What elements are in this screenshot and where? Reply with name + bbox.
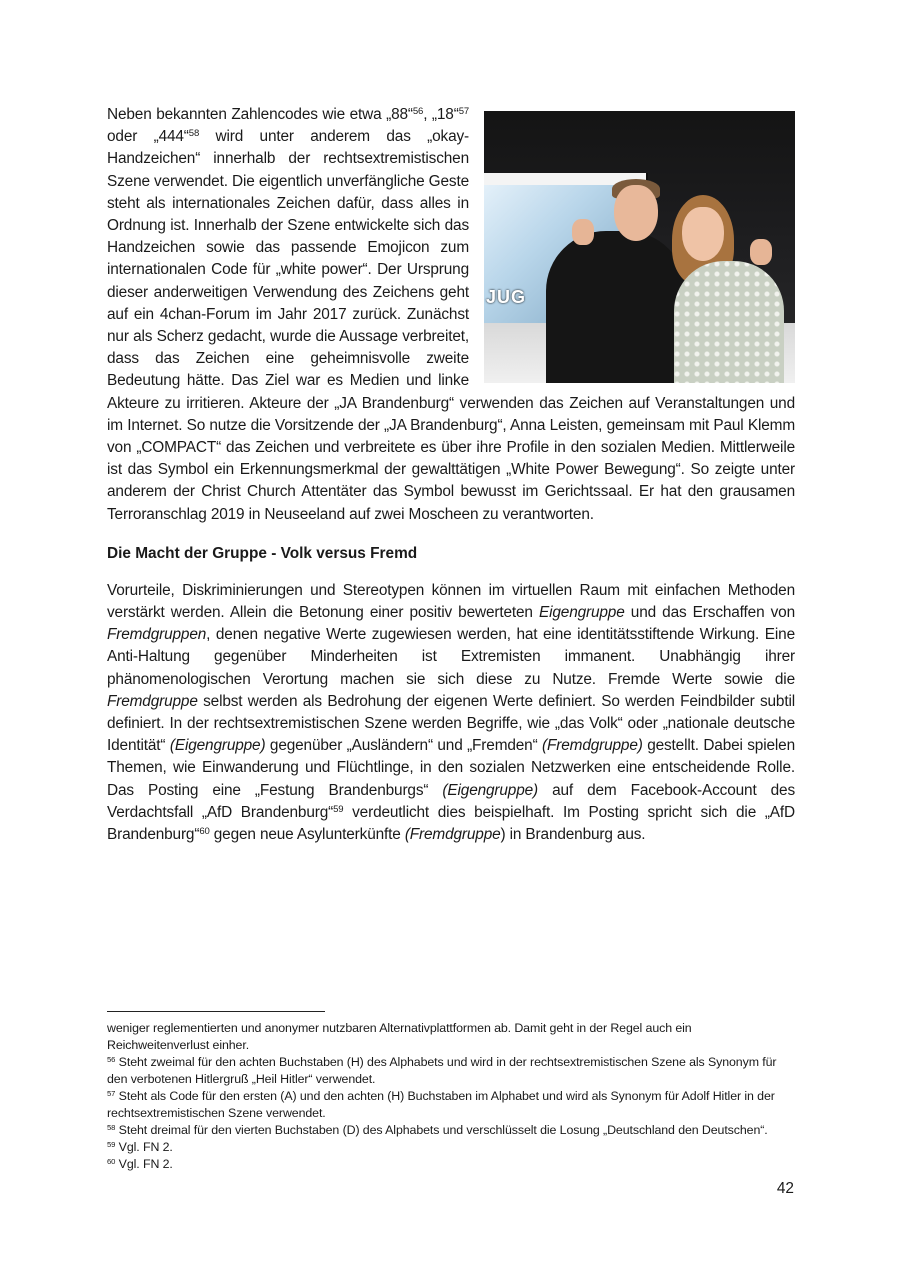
footnote-number: 56	[107, 1054, 116, 1064]
text: gegen neue Asylunterkünfte	[209, 826, 405, 844]
page-number: 42	[776, 1180, 794, 1197]
term-fremdgruppe: (Fremdgruppe)	[542, 737, 643, 755]
paragraph-group-dynamics	[107, 580, 795, 846]
photo-woman-figure	[674, 261, 784, 383]
text: ) in Brandenburg aus.	[500, 826, 646, 844]
term-fremdgruppen: Fremdgruppen	[107, 626, 207, 644]
footnote-number: 60	[107, 1156, 116, 1166]
footnote-ref-58[interactable]: 58	[188, 127, 200, 139]
footnote-59	[107, 1139, 795, 1156]
text: oder „444“	[107, 128, 189, 146]
text: selbst werden als Bedrohung der eigenen Werte definiert. So werden Feindbilder subtil definiert. In der rechtsextremistischen Szene werden Begriffe, wie „das Volk“ oder „nationale deutsche Identität“	[107, 692, 795, 755]
photo-woman-head	[682, 207, 724, 261]
footnote-60	[107, 1156, 795, 1173]
footnote-ref-56[interactable]: 56	[412, 105, 424, 117]
footnote-56	[107, 1054, 795, 1088]
text: , „18“	[423, 106, 459, 123]
text: Neben bekannten Zahlencodes wie etwa „88“	[107, 106, 413, 123]
term-eigengruppe: (Eigengruppe)	[169, 737, 266, 755]
term-fremdgruppe: (Fremdgruppe	[404, 826, 501, 844]
footnote-text: Steht dreimal für den vierten Buchstaben (D) des Alphabets und verschlüsselt die Losung „Deutschland den Deutschen“.	[115, 1123, 768, 1137]
photo-hand-gesture-right	[750, 239, 772, 265]
footnote-58	[107, 1122, 795, 1139]
text: , denen negative Werte zugewiesen werden, hat eine identitätsstiftende Wirkung. Eine Anti-Haltung gegenüber Minderheiten ist Extremisten immanent. Unabhängig ihrer phänomenologischen Verortung machen sie sich diese zu Nutze. Fremde Werte sowie die	[107, 626, 795, 688]
text: und das Erschaffen von	[624, 604, 795, 622]
text: verdeutlicht dies beispielhaft. Im Posting spricht sich die „AfD Brandenburg“	[107, 803, 796, 844]
footnote-divider	[107, 1011, 325, 1012]
text: Vorurteile, Diskriminierungen und Stereotypen können im virtuellen Raum mit einfachen Methoden verstärkt werden. Allein die Betonung einer positiv bewerteten	[107, 581, 795, 622]
text: gegenüber „Ausländern“ und „Fremden“	[265, 737, 543, 755]
footnote-number: 58	[107, 1122, 116, 1132]
footnote-number: 59	[107, 1139, 116, 1149]
footnote-continuation: weniger reglementierten und anonymer nutzbaren Alternativplattformen ab. Damit geht in der Regel auch ein Reichweitenverlust einher.	[107, 1021, 692, 1052]
photo-man-figure	[546, 231, 686, 383]
footnote-text: Vgl. FN 2.	[115, 1157, 173, 1171]
footnote-text: Steht als Code für den ersten (A) und den achten (H) Buchstaben im Alphabet und wird als Synonym für Adolf Hitler in der rechtsextremistischen Szene verwendet.	[107, 1089, 775, 1120]
term-eigengruppe: (Eigengruppe)	[442, 781, 539, 799]
footnote-ref-57[interactable]: 57	[458, 105, 469, 117]
text: wird unter anderem das „okay-Handzeichen“ innerhalb der rechtsextremistischen Szene verwendet. Die eigentlich unverfängliche Geste steht als internationales Zeichen dafür, dass alles in Ordnung ist. Innerhalb der Szene entwickelte sich das Handzeichen sowie das passende Emojicon zum internationalen Code für „white power“. Der Ursprung dieser anderweitigen Verwendung des Zeichens geht auf ein 4chan-Forum im Jahr 2017 zurück. Zunächst nur als Scherz gedacht, wurde die Aussage verbreitet, dass das Zeichen eine geheimnisvolle zweite Bedeutung hätte. Das Ziel war es Medien und linke Akteure zu irritieren. Akteure der „JA Brandenburg“ verwenden das Zeichen auf Veranstaltungen und im Internet. So nutze die Vorsitzende der „JA Brandenburg“, Anna Leisten, gemeinsam mit Paul Klemm von „COMPACT“ das Zeichen und verbreitete es über ihre Profile in den sozialen Medien. Mittlerweile ist das Symbol ein Erkennungsmerkmal der gewalttätigen „White Power Bewegung“. So zeigte unter anderem der Christ Church Attentäter das Symbol bewusst im Gerichtssaal. Er hat den grausamen Terroranschlag 2019 in Neuseeland auf zwei Moscheen zu verantworten.	[107, 128, 795, 523]
section-heading: Die Macht der Gruppe - Volk versus Fremd	[107, 544, 418, 562]
text: auf dem Facebook-Account des Verdachtsfall „AfD Brandenburg“	[107, 781, 795, 821]
term-fremdgruppe: Fremdgruppe	[107, 692, 198, 710]
term-eigengruppe: Eigengruppe	[538, 604, 625, 622]
photo-screen-text: JUG	[486, 287, 527, 307]
footnote-ref-60[interactable]: 60	[199, 825, 210, 837]
photo-okay-gesture	[484, 111, 795, 383]
footnote-text: Steht zweimal für den achten Buchstaben (H) des Alphabets und wird in der rechtsextremistischen Szene als Synonym für den verbotenen Hitlergruß „Heil Hitler“ verwendet.	[107, 1055, 777, 1086]
footnotes	[107, 1011, 795, 1173]
photo-hand-gesture-left	[572, 219, 594, 245]
footnote-57	[107, 1088, 795, 1122]
footnote-text: Vgl. FN 2.	[115, 1140, 173, 1154]
photo-man-head	[614, 185, 658, 241]
text: gestellt. Dabei spielen Themen, wie Einwanderung und Flüchtlinge, in den sozialen Netzwerken eine entscheidende Rolle. Das Posting eine „Festung Brandenburgs“	[107, 737, 795, 799]
footnote-ref-59[interactable]: 59	[333, 803, 344, 815]
footnote-number: 57	[107, 1088, 116, 1098]
main-content	[107, 104, 795, 846]
